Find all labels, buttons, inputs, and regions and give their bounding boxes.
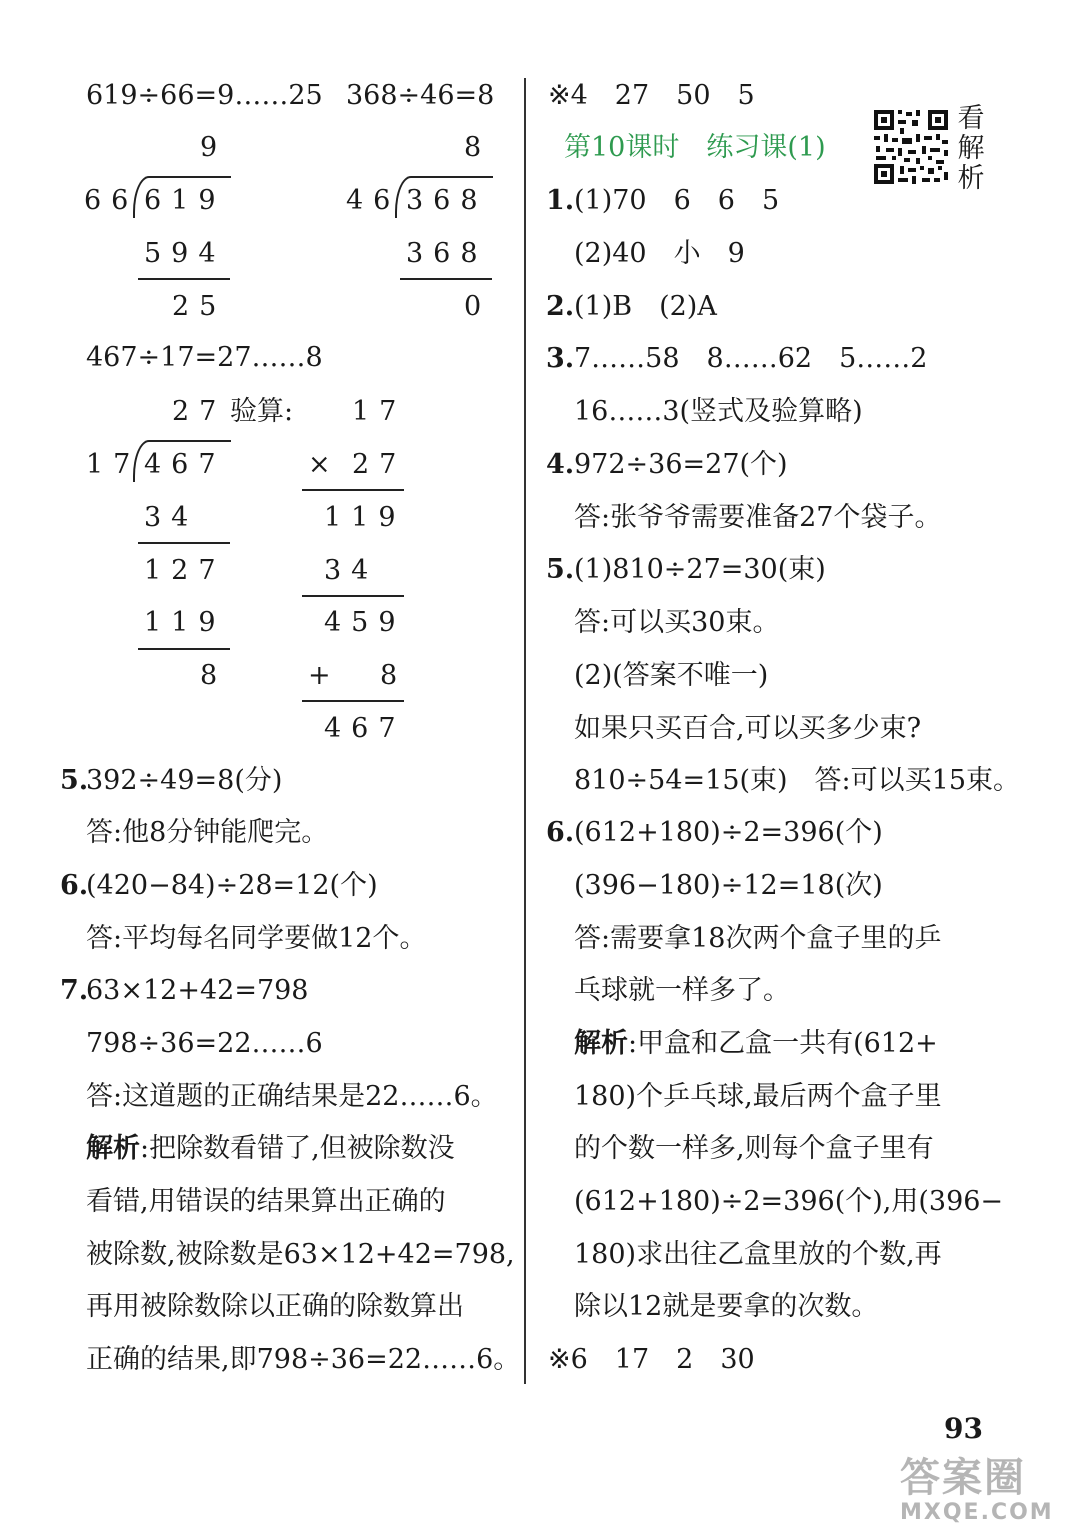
watermark-url: MXQE.COM [900, 1500, 1054, 1525]
analysis-text: :把除数看错了,但被除数没 [140, 1133, 455, 1164]
q3-answers-2: 16……3(竖式及验算略) [574, 396, 863, 427]
partial-product: 368 [406, 238, 488, 269]
lesson-title: 第10课时 练习课(1) [564, 132, 826, 163]
q7-analysis-line-3: 被除数,被除数是63×12+42=798, [86, 1239, 515, 1270]
watermark-logo [900, 1456, 1070, 1532]
q7-equation-1: 63×12+42=798 [86, 975, 309, 1006]
rule [138, 542, 230, 544]
q6-analysis-line-6: 除以12就是要拿的次数。 [574, 1291, 879, 1322]
remainder: 25 [172, 291, 227, 322]
q5-answer: 答:他8分钟能爬完。 [86, 817, 329, 848]
q7-answer: 答:这道题的正确结果是22……6。 [86, 1081, 498, 1112]
q7-analysis-line-4: 再用被除数除以正确的除数算出 [86, 1291, 464, 1322]
multiplier: 27 [352, 449, 407, 480]
rule [400, 278, 492, 280]
q6-analysis-line-1 [574, 1026, 938, 1062]
rule [302, 595, 404, 597]
q7-analysis-line-5: 正确的结果,即798÷36=22……6。 [86, 1344, 521, 1375]
divisor: 17 [86, 449, 141, 480]
qr-label-char: 解 [957, 133, 985, 164]
question-number: 1. [546, 185, 575, 216]
q4-equation: 972÷36=27(个) [574, 449, 788, 480]
divisor: 46 [346, 185, 401, 216]
check-label: 验算: [230, 396, 294, 427]
q7-analysis-line-1 [86, 1131, 455, 1167]
equation-467-div-17: 467÷17=27……8 [86, 342, 323, 373]
rule [302, 489, 404, 491]
question-number: 4. [546, 449, 575, 480]
q5-part-2: (2)(答案不唯一) [574, 660, 769, 691]
partial-product: 34 [324, 555, 379, 586]
equation-368-div-46: 368÷46=8 [346, 80, 495, 111]
analysis-text: :甲盒和乙盒一共有(612+ [628, 1028, 938, 1059]
q6-analysis-line-5: 180)求出往乙盒里放的个数,再 [574, 1239, 942, 1270]
q6-analysis-line-4: (612+180)÷2=396(个),用(396− [574, 1186, 1004, 1217]
times-sign: × [308, 449, 331, 480]
q5-equation: (1)810÷27=30(束) [574, 554, 826, 585]
plus-sign: + [308, 660, 331, 691]
dividend: 619 [144, 185, 226, 216]
q1-part-1: (1)70 6 6 5 [574, 185, 780, 216]
quotient: 27 [172, 396, 227, 427]
q5-question: 如果只买百合,可以买多少束? [574, 713, 922, 744]
q4-answer: 答:张爷爷需要准备27个袋子。 [574, 502, 942, 533]
q5-equation: 392÷49=8(分) [86, 765, 283, 796]
quotient: 8 [464, 132, 492, 163]
q1-part-2: (2)40 小 9 [574, 238, 745, 269]
qr-label-char: 看 [957, 103, 985, 134]
partial-product: 34 [144, 502, 199, 533]
partial-dividend: 127 [144, 555, 226, 586]
quotient: 9 [200, 132, 228, 163]
q6-analysis-line-3: 的个数一样多,则每个盒子里有 [574, 1133, 934, 1164]
question-number: 6. [546, 817, 575, 848]
analysis-label: 解析 [86, 1133, 140, 1164]
rule [302, 700, 404, 702]
qr-label-char: 析 [957, 163, 985, 194]
q6-answer-line-1: 答:需要拿18次两个盒子里的乒 [574, 923, 942, 954]
product: 459 [324, 607, 406, 638]
q6-equation: (420−84)÷28=12(个) [86, 870, 378, 901]
partial-product: 594 [144, 238, 226, 269]
q7-analysis-line-2: 看错,用错误的结果算出正确的 [86, 1186, 446, 1217]
q5-answer: 答:可以买30束。 [574, 607, 780, 638]
q6-equation-1: (612+180)÷2=396(个) [574, 817, 883, 848]
dividend: 467 [144, 449, 226, 480]
bonus-answers-1: ※4 27 50 5 [548, 80, 755, 111]
q3-answers: 7……58 8……62 5……2 [574, 343, 928, 374]
question-number: 2. [546, 291, 575, 322]
qr-code-icon[interactable] [872, 108, 950, 186]
bonus-answers-2: ※6 17 2 30 [548, 1344, 755, 1375]
q5-equation-2: 810÷54=15(束) 答:可以买15束。 [574, 765, 1021, 796]
partial-product: 119 [324, 502, 406, 533]
question-number: 3. [546, 343, 575, 374]
q2-answer: (1)B (2)A [574, 291, 717, 322]
partial-product: 119 [144, 607, 226, 638]
watermark-text: 答案圈 [900, 1455, 1026, 1501]
question-number: 6. [60, 870, 89, 901]
rule [138, 648, 230, 650]
multiplicand: 17 [352, 396, 407, 427]
rule [138, 278, 230, 280]
q6-analysis-line-2: 180)个乒乓球,最后两个盒子里 [574, 1081, 942, 1112]
divisor: 66 [84, 185, 139, 216]
q7-equation-2: 798÷36=22……6 [86, 1028, 323, 1059]
q6-answer: 答:平均每名同学要做12个。 [86, 923, 427, 954]
result: 467 [324, 713, 406, 744]
addend: 8 [380, 660, 408, 691]
question-number: 5. [546, 554, 575, 585]
q6-equation-2: (396−180)÷12=18(次) [574, 870, 883, 901]
column-divider [524, 78, 526, 1384]
analysis-label: 解析 [574, 1028, 628, 1059]
question-number: 5. [60, 765, 89, 796]
page-number: 93 [944, 1412, 983, 1445]
remainder: 0 [464, 291, 492, 322]
scan-for-analysis-label [956, 104, 986, 194]
q6-answer-line-2: 乓球就一样多了。 [574, 975, 790, 1006]
remainder: 8 [200, 660, 228, 691]
equation-619-div-66: 619÷66=9……25 [86, 80, 323, 111]
question-number: 7. [60, 975, 89, 1006]
dividend: 368 [406, 185, 488, 216]
